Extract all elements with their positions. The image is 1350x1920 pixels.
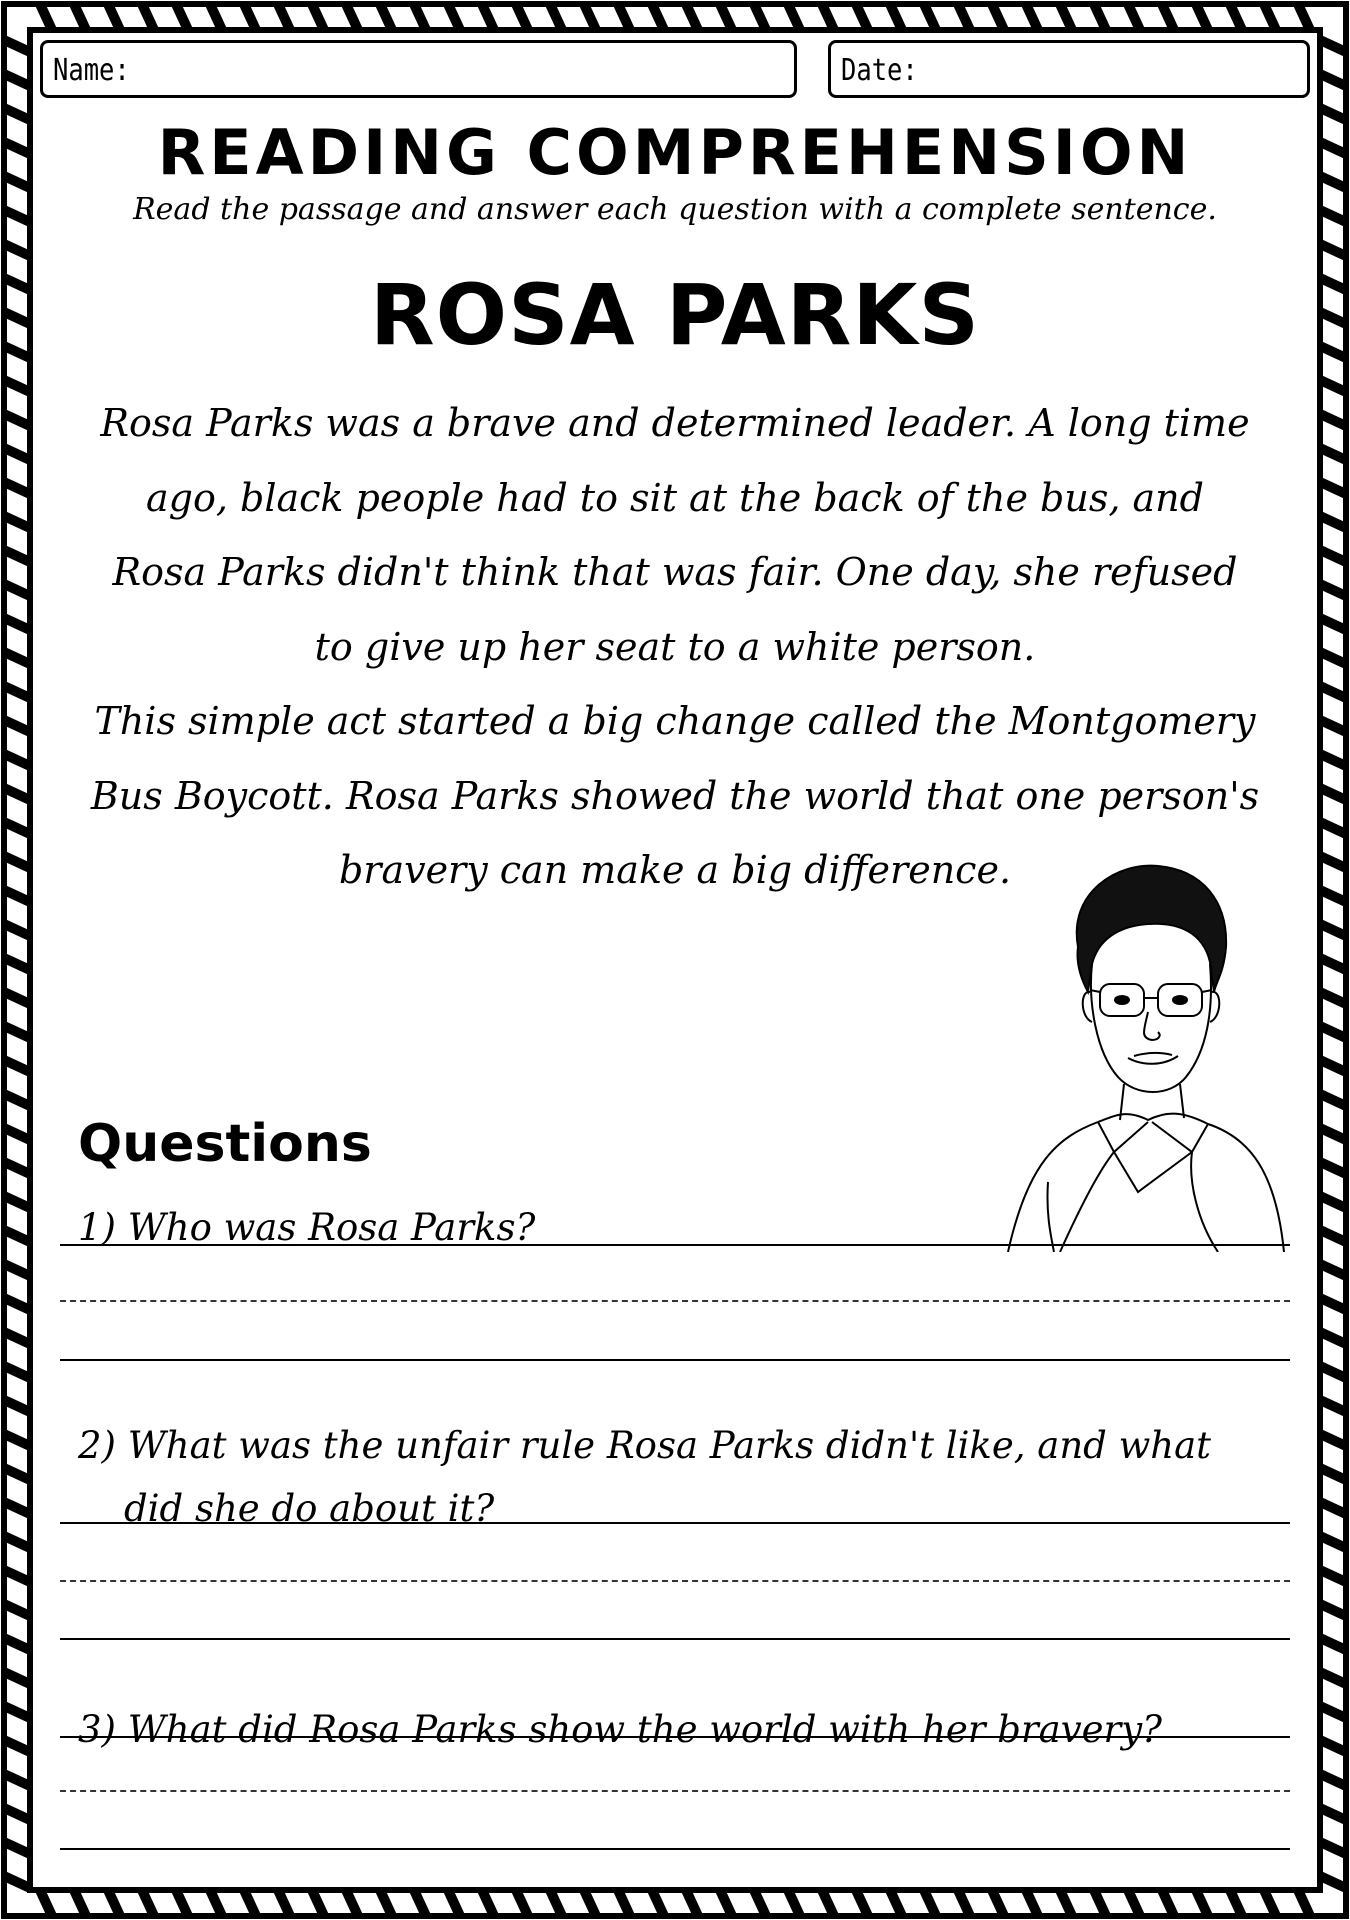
border-tick [244, 4, 256, 30]
border-tick [1320, 856, 1346, 868]
border-tick [1320, 1400, 1346, 1412]
border-tick [1320, 1434, 1346, 1446]
answer-guide-line [60, 1580, 1290, 1582]
border-tick [176, 4, 188, 30]
border-tick [1320, 686, 1346, 698]
border-tick [448, 4, 460, 30]
border-tick [1320, 720, 1346, 732]
border-tick [1320, 1196, 1346, 1208]
border-tick [1320, 890, 1346, 902]
border-tick [1320, 414, 1346, 426]
border-tick [4, 142, 30, 154]
border-tick [924, 1890, 936, 1916]
border-tick [4, 74, 30, 86]
border-tick [584, 4, 596, 30]
border-tick [924, 4, 936, 30]
border-tick [686, 1890, 698, 1916]
question-text: 1) Who was Rosa Parks? [78, 1206, 536, 1249]
portrait-illustration [988, 852, 1288, 1252]
border-tick [4, 618, 30, 630]
passage-line: bravery can make a big difference. [338, 848, 1012, 892]
answer-line[interactable] [60, 1848, 1290, 1850]
border-tick [4, 1162, 30, 1174]
border-tick [4, 890, 30, 902]
border-tick [108, 1890, 120, 1916]
border-tick [4, 516, 30, 528]
border-tick [1320, 516, 1346, 528]
border-tick [1298, 1890, 1310, 1916]
border-tick [1230, 1890, 1242, 1916]
border-tick [1320, 1638, 1346, 1650]
border-tick [652, 4, 664, 30]
border-tick [1320, 1740, 1346, 1752]
border-tick [4, 1332, 30, 1344]
border-tick [1320, 1672, 1346, 1684]
border-tick [4, 686, 30, 698]
border-tick [1320, 1060, 1346, 1072]
border-tick [1320, 1808, 1346, 1820]
date-label: Date: [841, 53, 918, 88]
border-tick [1320, 74, 1346, 86]
border-tick [822, 4, 834, 30]
border-tick [618, 4, 630, 30]
border-tick [890, 1890, 902, 1916]
border-tick [618, 1890, 630, 1916]
border-tick [4, 924, 30, 936]
border-tick [4, 652, 30, 664]
border-tick [1320, 992, 1346, 1004]
border-tick [4, 1774, 30, 1786]
border-tick [74, 4, 86, 30]
border-tick [1320, 1332, 1346, 1344]
border-tick [1162, 4, 1174, 30]
border-tick [4, 1468, 30, 1480]
border-tick [1320, 958, 1346, 970]
passage [64, 386, 1286, 908]
story-title: ROSA PARKS [370, 266, 980, 364]
border-tick [4, 1094, 30, 1106]
border-tick [4, 958, 30, 970]
border-tick [4, 1536, 30, 1548]
border-tick [210, 1890, 222, 1916]
border-tick [312, 1890, 324, 1916]
border-tick [4, 1128, 30, 1140]
border-tick [4, 1706, 30, 1718]
border-tick [1196, 4, 1208, 30]
border-tick [4, 1400, 30, 1412]
worksheet-title: READING COMPREHENSION [157, 116, 1193, 189]
name-label: Name: [53, 53, 130, 88]
border-tick [4, 1060, 30, 1072]
border-tick [1320, 1264, 1346, 1276]
answer-line[interactable] [60, 1359, 1290, 1361]
border-tick [686, 4, 698, 30]
border-tick [822, 1890, 834, 1916]
question-text: 3) What did Rosa Parks show the world with her bravery? [78, 1708, 1162, 1751]
border-tick [1094, 4, 1106, 30]
border-tick [482, 1890, 494, 1916]
border-tick [1320, 1298, 1346, 1310]
border-tick [4, 210, 30, 222]
border-tick [210, 4, 222, 30]
border-tick [1128, 1890, 1140, 1916]
question-text-continued: did she do about it? [124, 1487, 495, 1530]
border-tick [1320, 210, 1346, 222]
border-tick [4, 992, 30, 1004]
border-tick [4, 312, 30, 324]
border-tick [1094, 1890, 1106, 1916]
border-tick [4, 788, 30, 800]
border-tick [4, 754, 30, 766]
border-tick [4, 448, 30, 460]
border-tick [244, 1890, 256, 1916]
passage-line: Rosa Parks didn't think that was fair. One day, she refused [112, 550, 1238, 594]
border-tick [4, 1842, 30, 1854]
border-tick [4, 1876, 30, 1888]
border-tick [720, 1890, 732, 1916]
border-tick [1320, 1162, 1346, 1174]
passage-line: This simple act started a big change called the Montgomery [94, 699, 1256, 743]
border-tick [448, 1890, 460, 1916]
border-tick [652, 1890, 664, 1916]
border-tick [4, 1638, 30, 1650]
answer-line[interactable] [60, 1522, 1290, 1524]
border-tick [516, 1890, 528, 1916]
border-tick [1320, 346, 1346, 358]
border-tick [788, 1890, 800, 1916]
border-tick [414, 4, 426, 30]
border-tick [278, 4, 290, 30]
border-tick [754, 4, 766, 30]
border-tick [1320, 1842, 1346, 1854]
border-tick [4, 1570, 30, 1582]
border-tick [1320, 482, 1346, 494]
border-tick [4, 584, 30, 596]
border-tick [4, 720, 30, 732]
border-tick [1320, 1468, 1346, 1480]
question-3 [78, 1698, 1278, 1761]
border-tick [4, 1366, 30, 1378]
border-tick [550, 4, 562, 30]
border-tick [584, 1890, 596, 1916]
border-tick [1026, 4, 1038, 30]
border-tick [4, 176, 30, 188]
border-tick [1320, 1128, 1346, 1140]
question-1 [78, 1196, 1278, 1259]
border-tick [1320, 380, 1346, 392]
answer-guide-line [60, 1790, 1290, 1792]
border-tick [142, 4, 154, 30]
border-tick [1320, 1026, 1346, 1038]
border-tick [1320, 924, 1346, 936]
border-tick [380, 1890, 392, 1916]
questions-heading: Questions [78, 1114, 372, 1174]
border-tick [1320, 1570, 1346, 1582]
border-tick [142, 1890, 154, 1916]
border-tick [4, 40, 30, 52]
answer-guide-line [60, 1300, 1290, 1302]
border-tick [1320, 618, 1346, 630]
border-tick [74, 1890, 86, 1916]
border-tick [1264, 4, 1276, 30]
border-tick [890, 4, 902, 30]
border-tick [4, 856, 30, 868]
border-tick [4, 482, 30, 494]
border-tick [4, 1604, 30, 1616]
border-tick [40, 1890, 52, 1916]
border-tick [1320, 448, 1346, 460]
border-tick [4, 278, 30, 290]
border-tick [1128, 4, 1140, 30]
border-tick [1320, 278, 1346, 290]
answer-line[interactable] [60, 1736, 1290, 1738]
border-tick [1298, 4, 1310, 30]
border-tick [108, 4, 120, 30]
border-tick [1320, 788, 1346, 800]
border-tick [312, 4, 324, 30]
border-tick [4, 108, 30, 120]
border-tick [958, 4, 970, 30]
passage-line: ago, black people had to sit at the back of the bus, and [146, 475, 1204, 520]
border-tick [1320, 652, 1346, 664]
passage-line: to give up her seat to a white person. [314, 624, 1036, 669]
border-tick [1230, 4, 1242, 30]
border-tick [856, 1890, 868, 1916]
instructions: Read the passage and answer each question with a complete sentence. [133, 192, 1217, 227]
border-tick [958, 1890, 970, 1916]
border-tick [788, 4, 800, 30]
border-tick [550, 1890, 562, 1916]
border-tick [4, 1740, 30, 1752]
border-tick [1320, 754, 1346, 766]
border-tick [720, 4, 732, 30]
border-tick [1320, 1604, 1346, 1616]
border-tick [1320, 1366, 1346, 1378]
border-tick [1026, 1890, 1038, 1916]
border-tick [4, 1298, 30, 1310]
border-tick [4, 346, 30, 358]
border-tick [1320, 176, 1346, 188]
passage-line: Rosa Parks was a brave and determined leader. A long time [100, 401, 1250, 445]
worksheet [34, 34, 1316, 1886]
border-tick [1320, 1230, 1346, 1242]
border-tick [380, 4, 392, 30]
border-tick [1060, 4, 1072, 30]
border-tick [1320, 822, 1346, 834]
border-tick [4, 1502, 30, 1514]
border-tick [1196, 1890, 1208, 1916]
border-tick [4, 414, 30, 426]
border-tick [992, 4, 1004, 30]
question-text: 2) What was the unfair rule Rosa Parks didn't like, and what [78, 1424, 1212, 1467]
date-field[interactable] [828, 40, 1310, 98]
border-tick [4, 1672, 30, 1684]
border-tick [992, 1890, 1004, 1916]
border-tick [1320, 1536, 1346, 1548]
border-tick [1320, 1706, 1346, 1718]
border-tick [856, 4, 868, 30]
border-tick [1320, 1876, 1346, 1888]
passage-line: Bus Boycott. Rosa Parks showed the world that one person's [90, 773, 1260, 818]
border-tick [4, 1264, 30, 1276]
border-tick [346, 1890, 358, 1916]
border-tick [1320, 1094, 1346, 1106]
border-tick [4, 1808, 30, 1820]
border-tick [1320, 584, 1346, 596]
border-tick [1162, 1890, 1174, 1916]
border-tick [4, 244, 30, 256]
border-tick [40, 4, 52, 30]
border-tick [278, 1890, 290, 1916]
border-tick [414, 1890, 426, 1916]
border-tick [754, 1890, 766, 1916]
border-tick [1320, 1502, 1346, 1514]
border-tick [1320, 108, 1346, 120]
border-tick [1320, 550, 1346, 562]
border-tick [176, 1890, 188, 1916]
border-tick [1060, 1890, 1072, 1916]
border-tick [1320, 40, 1346, 52]
border-tick [4, 1026, 30, 1038]
border-tick [4, 380, 30, 392]
border-tick [1264, 1890, 1276, 1916]
border-tick [4, 1230, 30, 1242]
border-tick [346, 4, 358, 30]
border-tick [516, 4, 528, 30]
border-tick [1320, 244, 1346, 256]
answer-line[interactable] [60, 1244, 1290, 1246]
border-tick [1320, 142, 1346, 154]
border-tick [1320, 312, 1346, 324]
border-tick [4, 1196, 30, 1208]
answer-line[interactable] [60, 1638, 1290, 1640]
border-tick [482, 4, 494, 30]
border-tick [4, 1434, 30, 1446]
border-tick [1320, 1774, 1346, 1786]
border-tick [4, 550, 30, 562]
border-tick [4, 822, 30, 834]
name-field[interactable] [40, 40, 797, 98]
